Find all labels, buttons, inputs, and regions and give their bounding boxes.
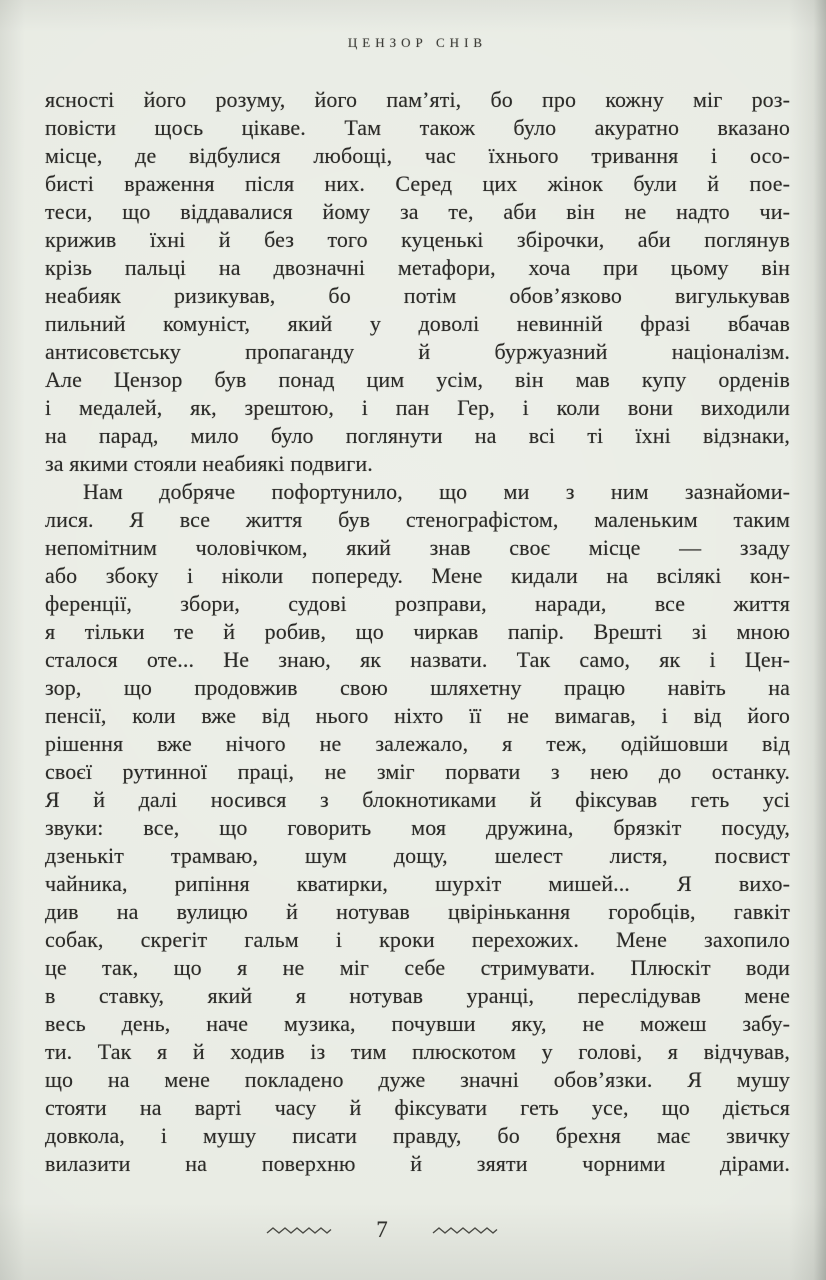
text-line: в ставку, який я нотував уранці, переслідував мене — [45, 983, 790, 1008]
text-line: крізь пальці на двозначні метафори, хоча при цьому він — [45, 255, 790, 280]
text-line: це так, що я не міг себе стримувати. Плюскіт води — [45, 955, 790, 980]
running-header: ЦЕНЗОР СНІВ — [347, 35, 488, 50]
text-line: пенсії, коли вже від нього ніхто її не вимагав, і від його — [45, 703, 790, 728]
zigzag-ornament-left-icon — [266, 1225, 332, 1235]
page-footer — [0, 1216, 764, 1244]
text-line: звуки: все, що говорить моя дружина, брязкіт посуду, — [45, 815, 790, 840]
text-line: чайника, рипіння кватирки, шурхіт мишей... Я вихо- — [45, 871, 790, 896]
text-line: вилазити на поверхню й зяяти чорними дірами. — [45, 1151, 790, 1176]
text-line: весь день, наче музика, почувши яку, не можеш забу- — [45, 1011, 790, 1036]
body-text — [45, 86, 790, 1178]
text-line: бисті враження після них. Серед цих жінок були й пое- — [45, 171, 790, 196]
text-line: місце, де відбулися любощі, час їхнього тривання і осо- — [45, 143, 790, 168]
text-line: собак, скрегіт гальм і кроки перехожих. Мене захопило — [45, 927, 790, 952]
text-line: крижив їхні й без того куценькі збірочки, аби поглянув — [45, 227, 790, 252]
text-line: сталося оте... Не знаю, як назвати. Так само, як і Цен- — [45, 647, 790, 672]
text-line: або збоку і ніколи попереду. Мене кидали на всілякі кон- — [45, 563, 790, 588]
text-line: Але Цензор був понад цим усім, він мав купу орденів — [45, 367, 790, 392]
text-line: непомітним чоловічком, який знав своє місце — ззаду — [45, 535, 790, 560]
zigzag-ornament-right-icon — [432, 1225, 498, 1235]
text-line: що на мене покладено дуже значні обов’язки. Я мушу — [45, 1067, 790, 1092]
text-line: я тільки те й робив, що чиркав папір. Врешті зі мною — [45, 619, 790, 644]
text-line: Нам добряче пофортунило, що ми з ним зазнайоми- — [83, 479, 790, 504]
text-line: за якими стояли неабиякі подвиги. — [45, 451, 373, 476]
text-line: зор, що продовжив свою шляхетну працю навіть на — [45, 675, 790, 700]
text-line: ясності його розуму, його пам’яті, бо про кожну міг роз- — [45, 87, 790, 112]
text-line: лися. Я все життя був стенографістом, маленьким таким — [45, 507, 790, 532]
text-line: неабияк ризикував, бо потім обов’язково вигулькував — [45, 283, 790, 308]
text-line: дзенькіт трамваю, шум дощу, шелест листя, посвист — [45, 843, 790, 868]
text-line: пильний комуніст, який у доволі невинній фразі вбачав — [45, 311, 790, 336]
text-line: на парад, мило було поглянути на всі ті їхні відзнаки, — [45, 423, 790, 448]
page-number: 7 — [376, 1217, 388, 1242]
text-line: антисовєтську пропаганду й буржуазний націоналізм. — [45, 339, 790, 364]
text-line: див на вулицю й нотував цвірінькання горобців, гавкіт — [45, 899, 790, 924]
text-line: повісти щось цікаве. Там також було акуратно вказано — [45, 115, 790, 140]
text-line: довкола, і мушу писати правду, бо брехня має звичку — [45, 1123, 790, 1148]
text-line: і медалей, як, зрештою, і пан Гер, і коли вони виходили — [45, 395, 790, 420]
text-line: теси, що віддавалися йому за те, аби він не надто чи- — [45, 199, 790, 224]
text-line: ференції, збори, судові розправи, наради, все життя — [45, 591, 790, 616]
text-line: ти. Так я й ходив із тим плюскотом у голові, я відчував, — [45, 1039, 790, 1064]
text-line: Я й далі носився з блокнотиками й фіксував геть усі — [45, 787, 790, 812]
text-line: своєї рутинної праці, не зміг порвати з нею до останку. — [45, 759, 790, 784]
text-line: стояти на варті часу й фіксувати геть усе, що діється — [45, 1095, 790, 1120]
text-line: рішення вже нічого не залежало, я теж, одійшовши від — [45, 731, 790, 756]
